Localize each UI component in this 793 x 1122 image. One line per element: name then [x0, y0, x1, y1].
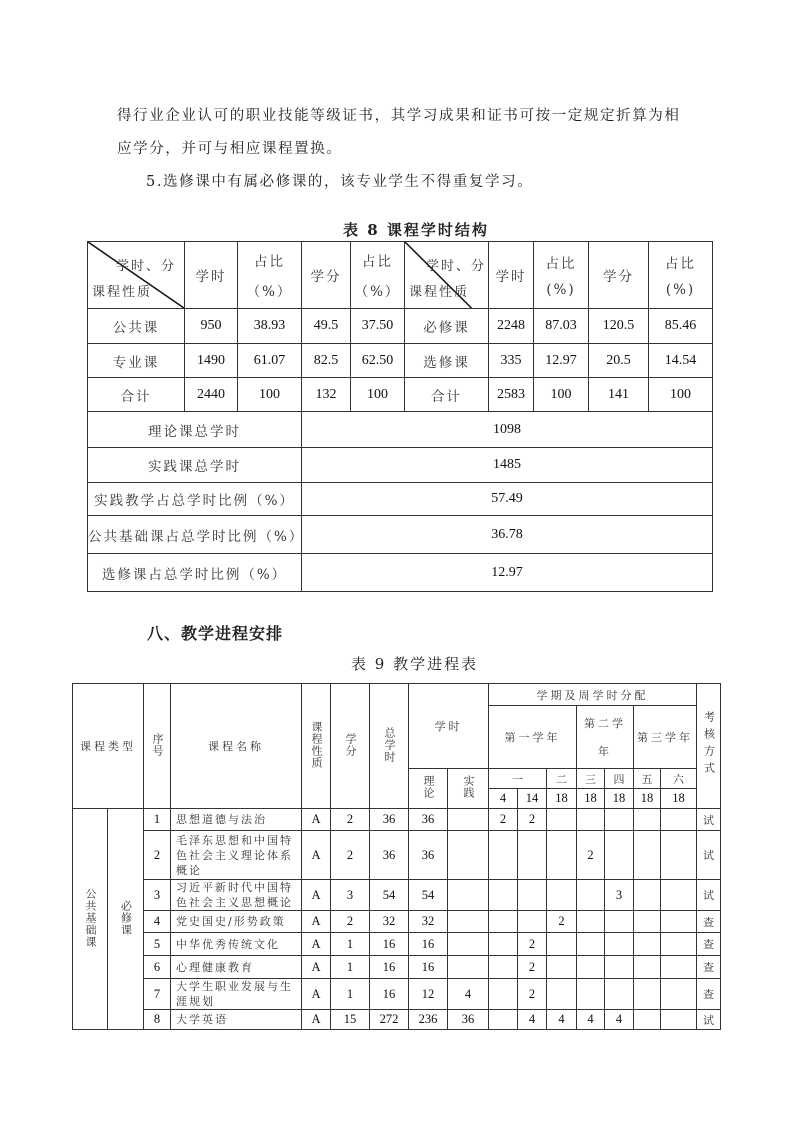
cell-hours-ratio: 100 — [238, 378, 302, 412]
cell-week-hours — [518, 831, 547, 880]
cell-course-name: 心理健康教育 — [171, 956, 302, 979]
cell-week-hours: 2 — [518, 979, 547, 1010]
cell-nature: A — [302, 880, 331, 911]
cell-week-hours — [577, 809, 605, 831]
section-heading: 八、教学进程安排 — [147, 624, 284, 643]
cell-credits-ratio: 37.50 — [351, 309, 405, 344]
cell-credits: 20.5 — [589, 344, 649, 378]
cell-total-hours: 272 — [370, 1010, 409, 1030]
cell-week-hours — [634, 809, 661, 831]
header-semester-3: 三 — [577, 769, 605, 789]
cell-week-hours — [547, 809, 577, 831]
cell-week-hours — [634, 831, 661, 880]
cell-credits: 2 — [331, 831, 370, 880]
header-nature: 课程性质 — [302, 684, 331, 809]
table-row — [73, 809, 721, 831]
cell-week-hours — [489, 1010, 518, 1030]
cell-week-hours: 2 — [577, 831, 605, 880]
cell-week-hours: 2 — [518, 956, 547, 979]
summary-value: 57.49 — [302, 483, 713, 516]
cell-practice-hours — [448, 831, 489, 880]
cell-practice-hours — [448, 933, 489, 956]
header-semester-1: 一 — [489, 769, 547, 789]
ratio-line1: 占比 — [665, 256, 696, 272]
cell-credits: 1 — [331, 933, 370, 956]
header-year-3: 第三学年 — [634, 706, 697, 769]
cell-week-hours — [577, 911, 605, 933]
cell-week-hours — [661, 933, 697, 956]
cell-week-hours — [489, 933, 518, 956]
header-hours-ratio — [238, 242, 302, 309]
table-row — [73, 911, 721, 933]
cell-week-hours — [634, 911, 661, 933]
header-semester-5: 五 — [634, 769, 661, 789]
summary-value: 1098 — [302, 412, 713, 448]
weeks: 14 — [518, 789, 547, 809]
weeks: 18 — [577, 789, 605, 809]
paragraph-line-2: 应学分，并可与相应课程置换。 — [117, 141, 343, 157]
table8-course-hours-structure — [87, 241, 713, 592]
cell-theory-hours: 54 — [409, 880, 448, 911]
cell-total-hours: 36 — [370, 831, 409, 880]
cell-exam-method: 查 — [697, 956, 721, 979]
header-course-name: 课程名称 — [171, 684, 302, 809]
header-year-1: 第一学年 — [489, 706, 577, 769]
paragraph-line-1: 得行业企业认可的职业技能等级证书，其学习成果和证书可按一定规定折算为相 — [117, 108, 681, 124]
header-hours-ratio — [534, 242, 589, 309]
cell-course-name: 习近平新时代中国特色社会主义思想概论 — [171, 880, 302, 911]
cell-week-hours — [634, 956, 661, 979]
summary-row — [88, 483, 713, 516]
paragraph-item-5: 5.选修课中有属必修课的，该专业学生不得重复学习。 — [146, 174, 534, 190]
cell-course-name: 大学英语 — [171, 1010, 302, 1030]
table9-caption: 表 9 教学进程表 — [351, 655, 479, 673]
cell-seq: 8 — [144, 1010, 171, 1030]
cell-exam-method: 试 — [697, 831, 721, 880]
table-row — [73, 1010, 721, 1030]
header-year-2: 第二学 年 — [577, 706, 634, 769]
cell-week-hours — [634, 979, 661, 1010]
ratio-line1: 占比 — [362, 254, 393, 270]
header-seq: 序号 — [144, 684, 171, 809]
table8-caption: 表 8 课程学时结构 — [343, 221, 489, 239]
cell-hours-ratio: 38.93 — [238, 309, 302, 344]
weeks: 18 — [661, 789, 697, 809]
ratio-line1: 占比 — [254, 254, 285, 270]
cell-hours: 2248 — [489, 309, 534, 344]
cell-practice-hours: 36 — [448, 1010, 489, 1030]
cell-week-hours — [661, 979, 697, 1010]
ratio-line2: (%) — [665, 282, 696, 298]
cell-hours-ratio: 12.97 — [534, 344, 589, 378]
cell-total-hours: 36 — [370, 809, 409, 831]
cell-nature: A — [302, 1010, 331, 1030]
cell-hours-ratio: 61.07 — [238, 344, 302, 378]
header-hours: 学时 — [185, 242, 238, 309]
header-hours: 学时 — [409, 684, 489, 769]
cell-exam-method: 试 — [697, 1010, 721, 1030]
cell-week-hours — [661, 809, 697, 831]
weeks: 4 — [489, 789, 518, 809]
row-label: 必修课 — [405, 309, 489, 344]
header-credits: 学分 — [331, 684, 370, 809]
cell-practice-hours — [448, 880, 489, 911]
row-label: 选修课 — [405, 344, 489, 378]
cell-week-hours: 4 — [518, 1010, 547, 1030]
cell-week-hours: 4 — [547, 1010, 577, 1030]
cell-exam-method: 查 — [697, 911, 721, 933]
cell-credits-ratio: 62.50 — [351, 344, 405, 378]
cell-week-hours — [489, 911, 518, 933]
cell-week-hours — [547, 880, 577, 911]
header-practice: 实践 — [448, 769, 489, 809]
cell-hours: 2440 — [185, 378, 238, 412]
table9-teaching-schedule — [72, 683, 721, 1030]
cell-course-name: 中华优秀传统文化 — [171, 933, 302, 956]
table-row — [73, 880, 721, 911]
cell-credits-ratio: 100 — [649, 378, 713, 412]
summary-value: 12.97 — [302, 554, 713, 592]
header-semester-4: 四 — [605, 769, 634, 789]
cell-week-hours — [577, 979, 605, 1010]
cell-week-hours — [661, 911, 697, 933]
cell-seq: 6 — [144, 956, 171, 979]
cell-nature: A — [302, 809, 331, 831]
table-row — [73, 956, 721, 979]
header-credits-ratio — [351, 242, 405, 309]
cell-total-hours: 16 — [370, 933, 409, 956]
header-semester-2: 二 — [547, 769, 577, 789]
cell-week-hours: 3 — [605, 880, 634, 911]
header-semester-6: 六 — [661, 769, 697, 789]
cell-theory-hours: 236 — [409, 1010, 448, 1030]
cell-seq: 5 — [144, 933, 171, 956]
table8-diagonal-header-left — [88, 242, 185, 309]
cell-week-hours — [518, 911, 547, 933]
cell-practice-hours — [448, 911, 489, 933]
cell-week-hours: 4 — [605, 1010, 634, 1030]
cell-practice-hours — [448, 809, 489, 831]
ratio-line1: 占比 — [545, 256, 577, 272]
cell-course-name: 毛泽东思想和中国特色社会主义理论体系概论 — [171, 831, 302, 880]
cell-exam-method: 查 — [697, 979, 721, 1010]
cell-total-hours: 54 — [370, 880, 409, 911]
group-course-subtype: 必修课 — [108, 809, 144, 1030]
cell-hours-ratio: 100 — [534, 378, 589, 412]
cell-theory-hours: 36 — [409, 809, 448, 831]
header-credits: 学分 — [589, 242, 649, 309]
header-hours: 学时 — [489, 242, 534, 309]
header-total-hours: 总学时 — [370, 684, 409, 809]
diag-top-label: 学时、分 — [425, 259, 486, 274]
summary-value: 36.78 — [302, 516, 713, 554]
cell-week-hours — [605, 809, 634, 831]
diag-bottom-label: 课程性质 — [92, 285, 153, 300]
cell-week-hours — [518, 880, 547, 911]
cell-nature: A — [302, 911, 331, 933]
cell-total-hours: 16 — [370, 956, 409, 979]
cell-course-name: 思想道德与法治 — [171, 809, 302, 831]
cell-exam-method: 试 — [697, 809, 721, 831]
cell-week-hours — [661, 1010, 697, 1030]
cell-nature: A — [302, 956, 331, 979]
row-label: 专业课 — [88, 344, 185, 378]
table-row-total — [88, 378, 713, 412]
header-credits-ratio — [649, 242, 713, 309]
cell-theory-hours: 16 — [409, 933, 448, 956]
cell-seq: 3 — [144, 880, 171, 911]
cell-seq: 4 — [144, 911, 171, 933]
cell-week-hours — [605, 933, 634, 956]
cell-week-hours — [661, 880, 697, 911]
cell-week-hours — [634, 1010, 661, 1030]
ratio-line2: （%） — [354, 284, 401, 300]
cell-week-hours: 2 — [518, 933, 547, 956]
table8-header-row — [88, 242, 713, 309]
cell-hours-ratio: 87.03 — [534, 309, 589, 344]
cell-week-hours — [634, 880, 661, 911]
table-row — [88, 344, 713, 378]
cell-week-hours: 2 — [518, 809, 547, 831]
cell-week-hours — [661, 956, 697, 979]
cell-course-name: 党史国史/形势政策 — [171, 911, 302, 933]
cell-credits: 1 — [331, 956, 370, 979]
cell-nature: A — [302, 831, 331, 880]
table-row — [73, 831, 721, 880]
cell-exam-method: 试 — [697, 880, 721, 911]
summary-row — [88, 412, 713, 448]
cell-credits: 49.5 — [302, 309, 351, 344]
cell-week-hours — [547, 979, 577, 1010]
cell-week-hours — [547, 956, 577, 979]
ratio-line2: (%) — [546, 282, 576, 298]
table9-header-row-1 — [73, 684, 721, 706]
cell-week-hours — [605, 979, 634, 1010]
cell-credits: 1 — [331, 979, 370, 1010]
table-row — [73, 979, 721, 1010]
table-row — [88, 309, 713, 344]
cell-credits: 15 — [331, 1010, 370, 1030]
cell-week-hours — [489, 831, 518, 880]
cell-credits: 2 — [331, 809, 370, 831]
summary-label: 公共基础课占总学时比例（%） — [88, 516, 302, 554]
cell-week-hours: 4 — [577, 1010, 605, 1030]
cell-week-hours — [547, 933, 577, 956]
cell-theory-hours: 32 — [409, 911, 448, 933]
table8-diagonal-header-right — [405, 242, 489, 309]
cell-credits: 120.5 — [589, 309, 649, 344]
cell-credits: 141 — [589, 378, 649, 412]
cell-total-hours: 32 — [370, 911, 409, 933]
diag-bottom-label: 课程性质 — [409, 285, 470, 300]
group-course-type: 公共基础课 — [73, 809, 108, 1030]
header-semester-distribution: 学期及周学时分配 — [489, 684, 697, 706]
cell-credits: 82.5 — [302, 344, 351, 378]
summary-value: 1485 — [302, 448, 713, 483]
header-course-type: 课程类型 — [73, 684, 144, 809]
row-label: 合计 — [405, 378, 489, 412]
cell-course-name: 大学生职业发展与生涯规划 — [171, 979, 302, 1010]
row-label: 合计 — [88, 378, 185, 412]
cell-practice-hours: 4 — [448, 979, 489, 1010]
cell-credits-ratio: 14.54 — [649, 344, 713, 378]
cell-hours: 335 — [489, 344, 534, 378]
weeks: 18 — [634, 789, 661, 809]
cell-week-hours: 2 — [489, 809, 518, 831]
summary-row — [88, 554, 713, 592]
cell-week-hours — [489, 979, 518, 1010]
cell-theory-hours: 36 — [409, 831, 448, 880]
summary-label: 实践教学占总学时比例（%） — [88, 483, 302, 516]
cell-theory-hours: 16 — [409, 956, 448, 979]
cell-week-hours — [577, 880, 605, 911]
cell-week-hours — [547, 831, 577, 880]
summary-label: 理论课总学时 — [88, 412, 302, 448]
cell-hours: 2583 — [489, 378, 534, 412]
weeks: 18 — [547, 789, 577, 809]
cell-week-hours — [605, 911, 634, 933]
diag-top-label: 学时、分 — [115, 259, 176, 274]
cell-hours: 1490 — [185, 344, 238, 378]
summary-row — [88, 516, 713, 554]
weeks: 18 — [605, 789, 634, 809]
cell-week-hours — [605, 831, 634, 880]
cell-credits: 2 — [331, 911, 370, 933]
cell-week-hours — [605, 956, 634, 979]
cell-nature: A — [302, 933, 331, 956]
cell-credits-ratio: 85.46 — [649, 309, 713, 344]
cell-seq: 2 — [144, 831, 171, 880]
cell-week-hours — [577, 933, 605, 956]
cell-week-hours — [489, 880, 518, 911]
table-row — [73, 933, 721, 956]
header-theory: 理论 — [409, 769, 448, 809]
cell-week-hours — [661, 831, 697, 880]
cell-practice-hours — [448, 956, 489, 979]
cell-week-hours — [634, 933, 661, 956]
cell-credits: 132 — [302, 378, 351, 412]
cell-hours: 950 — [185, 309, 238, 344]
cell-week-hours: 2 — [547, 911, 577, 933]
cell-credits: 3 — [331, 880, 370, 911]
ratio-line2: （%） — [246, 284, 293, 300]
cell-theory-hours: 12 — [409, 979, 448, 1010]
row-label: 公共课 — [88, 309, 185, 344]
summary-label: 实践课总学时 — [88, 448, 302, 483]
cell-exam-method: 查 — [697, 933, 721, 956]
header-exam-method: 考核方式 — [697, 684, 721, 809]
cell-seq: 1 — [144, 809, 171, 831]
header-credits: 学分 — [302, 242, 351, 309]
cell-week-hours — [489, 956, 518, 979]
summary-label: 选修课占总学时比例（%） — [88, 554, 302, 592]
summary-row — [88, 448, 713, 483]
cell-credits-ratio: 100 — [351, 378, 405, 412]
cell-week-hours — [577, 956, 605, 979]
cell-total-hours: 16 — [370, 979, 409, 1010]
cell-nature: A — [302, 979, 331, 1010]
cell-seq: 7 — [144, 979, 171, 1010]
